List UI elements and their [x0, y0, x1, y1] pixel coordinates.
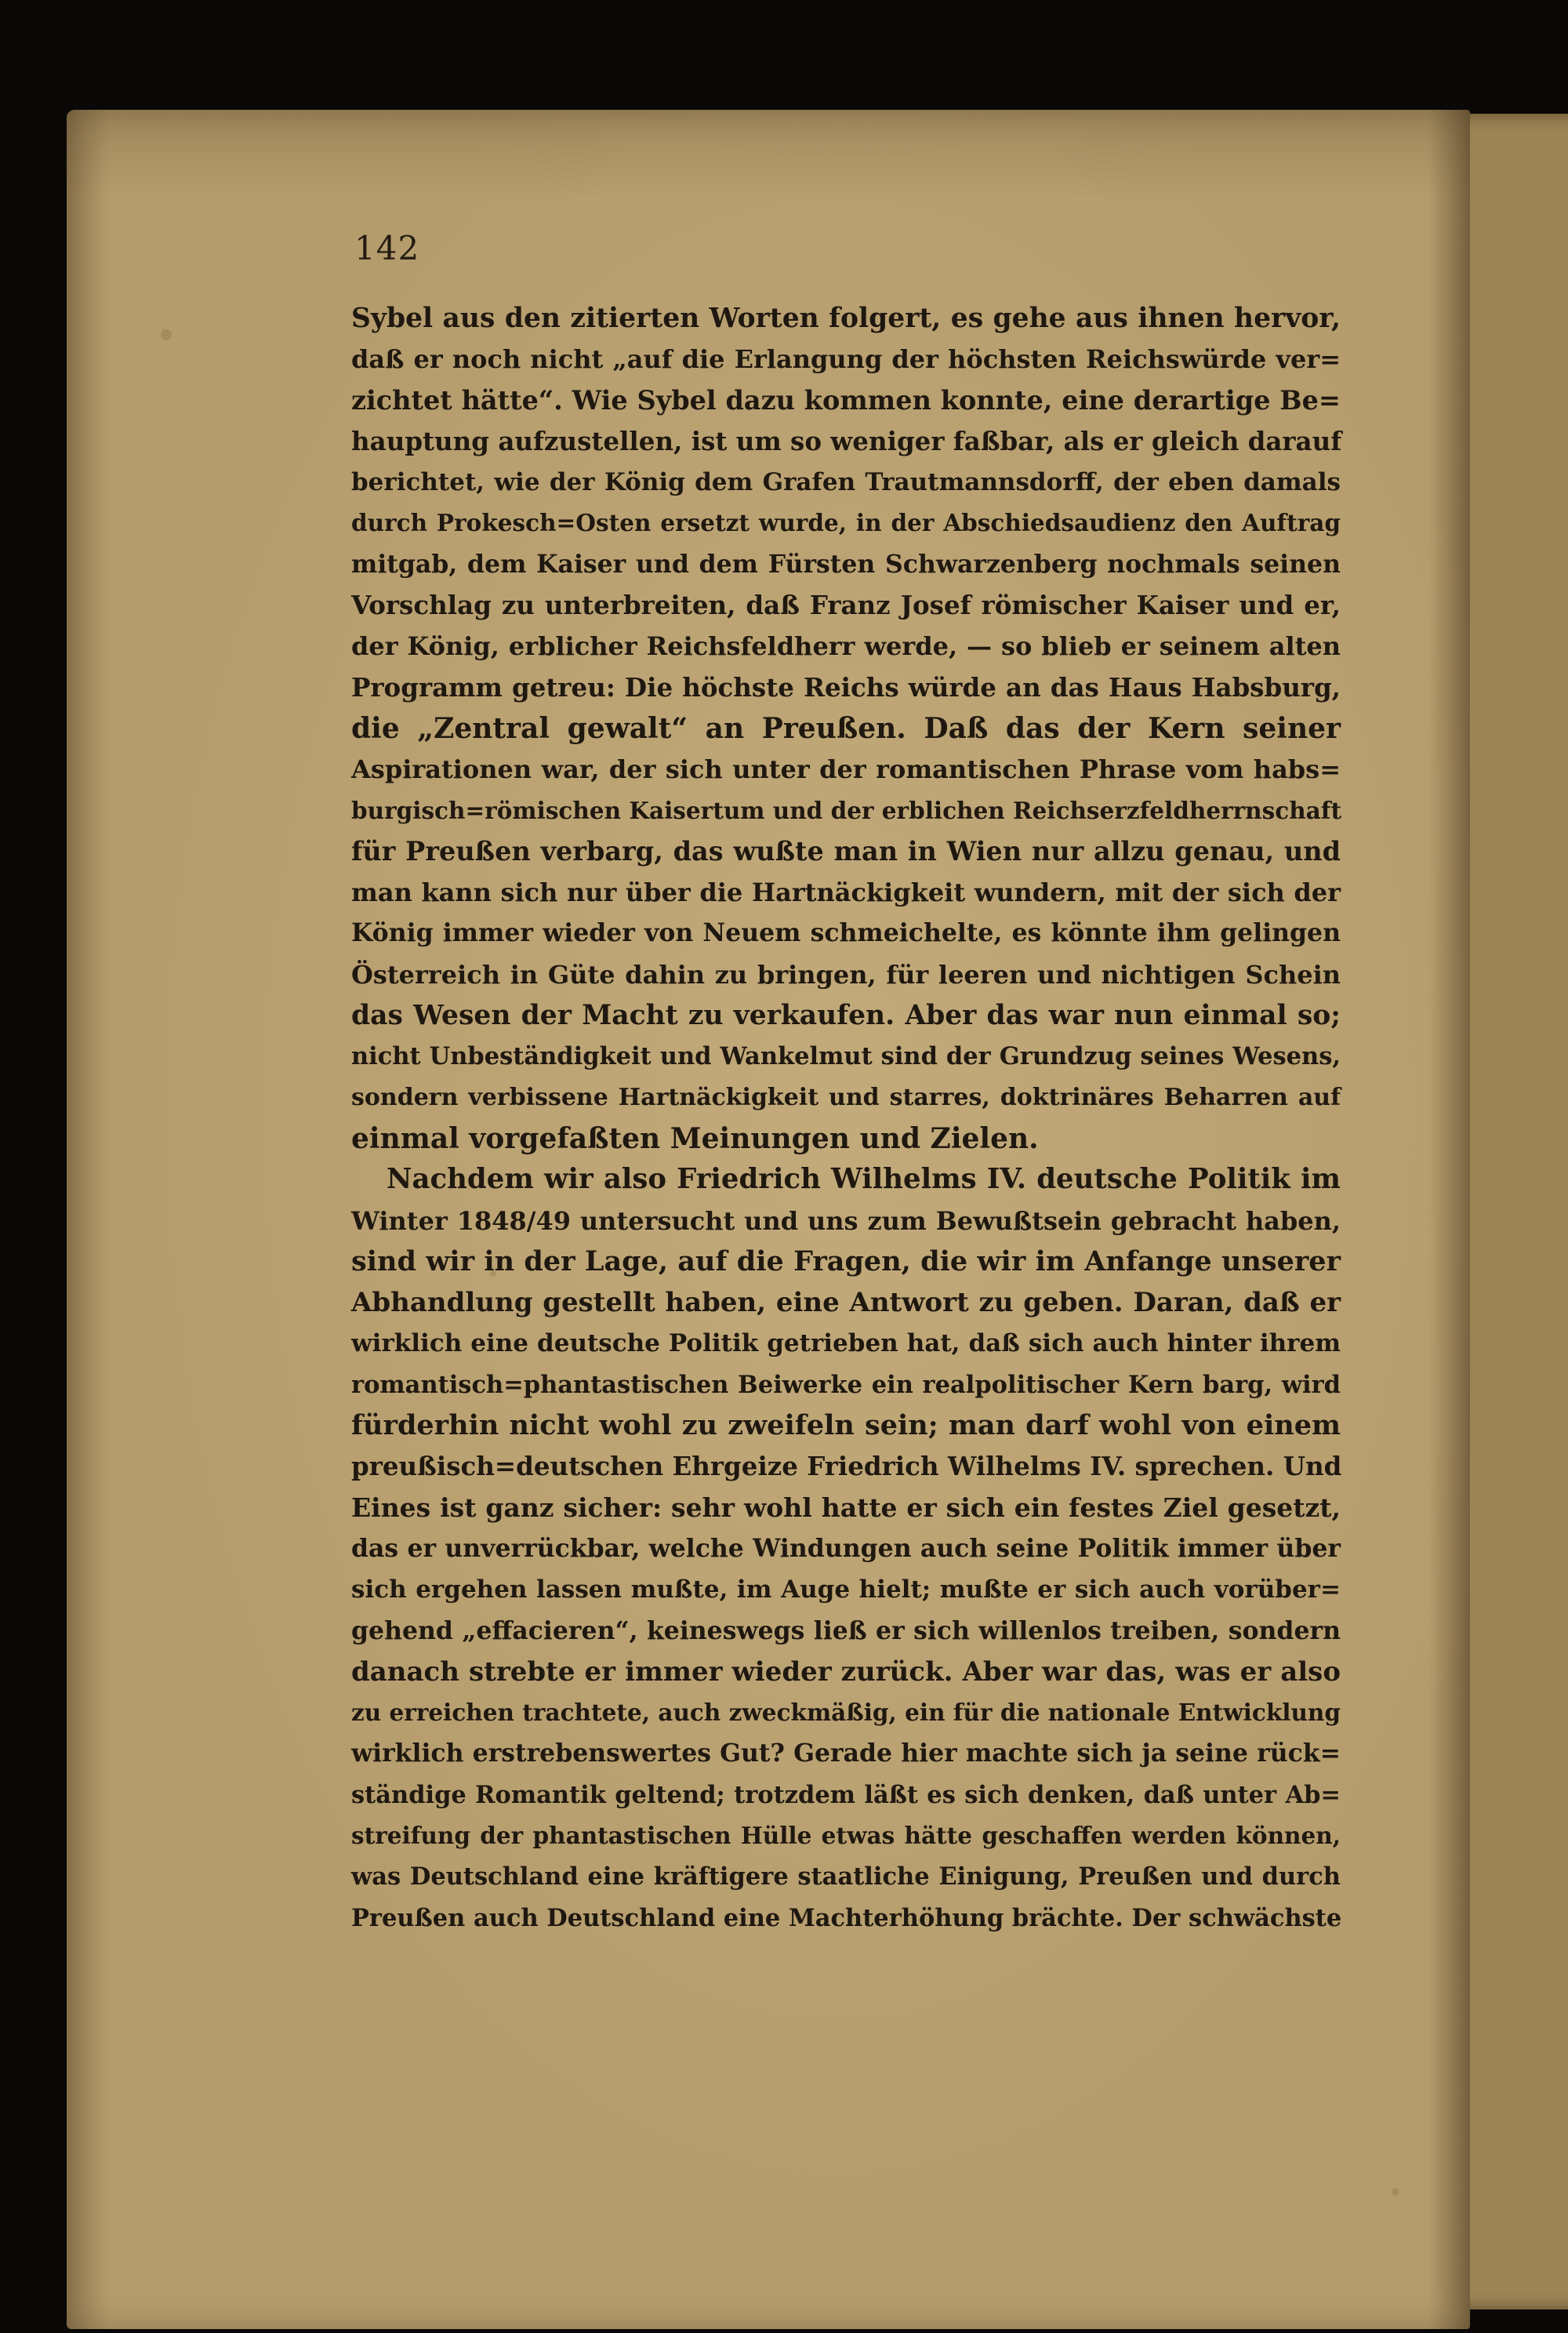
- text-line: Sybel aus den zitierten Worten folgert, es gehe aus ihnen hervor,: [351, 303, 1341, 334]
- text-line: sondern verbissene Hartnäckigkeit und starres, doktrinäres Beharren auf: [351, 1083, 1341, 1111]
- text-line: ständige Romantik geltend; trotzdem läßt es sich denken, daß unter Ab=: [351, 1780, 1341, 1809]
- body-text: [351, 298, 1341, 1939]
- text-line: hauptung aufzustellen, ist um so weniger faßbar, als er gleich darauf: [351, 425, 1342, 456]
- text-line: Vorschlag zu unterbreiten, daß Franz Josef römischer Kaiser und er,: [351, 590, 1341, 621]
- text-line: was Deutschland eine kräftigere staatliche Einigung, Preußen und durch: [351, 1862, 1341, 1891]
- paper-blemish: [161, 329, 172, 340]
- text-line: man kann sich nur über die Hartnäckigkeit wundern, mit der sich der: [351, 878, 1341, 908]
- text-line: romantisch=phantastischen Beiwerke ein realpolitischer Kern barg, wird: [351, 1370, 1341, 1399]
- text-line: nicht Unbeständigkeit und Wankelmut sind der Grundzug seines Wesens,: [351, 1042, 1341, 1071]
- text-line: berichtet, wie der König dem Grafen Trautmannsdorff, der eben damals: [351, 468, 1341, 497]
- text-line: für Preußen verbarg, das wußte man in Wien nur allzu genau, und: [351, 835, 1341, 867]
- text-line: sind wir in der Lage, auf die Fragen, die wir im Anfange unserer: [351, 1245, 1341, 1277]
- text-line: zu erreichen trachtete, auch zweckmäßig, ein für die nationale Entwicklung: [351, 1699, 1341, 1727]
- text-line: fürderhin nicht wohl zu zweifeln sein; man darf wohl von einem: [351, 1409, 1341, 1442]
- text-line: einmal vorgefaßten Meinungen und Zielen.: [351, 1121, 1039, 1155]
- text-line: Eines ist ganz sicher: sehr wohl hatte er sich ein festes Ziel gesetzt,: [351, 1492, 1341, 1523]
- text-line: danach strebte er immer wieder zurück. Aber war das, was er also: [351, 1655, 1341, 1688]
- text-line: gehend „effacieren“, keineswegs ließ er sich willenlos treiben, sondern: [351, 1615, 1341, 1645]
- text-line: Österreich in Güte dahin zu bringen, für leeren und nichtigen Schein: [351, 959, 1341, 990]
- text-line: König immer wieder von Neuem schmeichelte, es könnte ihm gelingen: [351, 918, 1341, 948]
- text-line: das Wesen der Macht zu verkaufen. Aber das war nun einmal so;: [351, 1000, 1341, 1032]
- text-line: Winter 1848/49 untersucht und uns zum Bewußtsein gebracht haben,: [351, 1205, 1341, 1236]
- text-line: die „Zentral gewalt“ an Preußen. Daß das der Kern seiner: [351, 711, 1341, 745]
- text-line: wirklich eine deutsche Politik getrieben hat, daß sich auch hinter ihrem: [351, 1329, 1341, 1358]
- text-line: wirklich erstrebenswertes Gut? Gerade hier machte sich ja seine rück=: [351, 1739, 1341, 1768]
- text-line: preußisch=deutschen Ehrgeize Friedrich Wilhelms IV. sprechen. Und: [351, 1451, 1342, 1482]
- text-line: Programm getreu: Die höchste Reichs würde an das Haus Habsburg,: [351, 671, 1341, 703]
- text-line: Abhandlung gestellt haben, eine Antwort zu geben. Daran, daß er: [351, 1287, 1341, 1319]
- paper-blemish: [1392, 2188, 1399, 2196]
- text-line: mitgab, dem Kaiser und dem Fürsten Schwarzenberg nochmals seinen: [351, 549, 1341, 579]
- text-line: burgisch=römischen Kaisertum und der erblichen Reichserzfeldherrnschaft: [351, 796, 1342, 824]
- text-line: Preußen auch Deutschland eine Machterhöhung brächte. Der schwächste: [351, 1903, 1342, 1932]
- paragraph-start: Nachdem wir also Friedrich Wilhelms IV. deutsche Politik im: [387, 1163, 1341, 1196]
- text-line: durch Prokesch=Osten ersetzt wurde, in der Abschiedsaudienz den Auftrag: [351, 509, 1341, 537]
- text-line: sich ergehen lassen mußte, im Auge hielt; mußte er sich auch vorüber=: [351, 1575, 1341, 1604]
- text-line: Aspirationen war, der sich unter der romantischen Phrase vom habs=: [351, 754, 1341, 785]
- text-line: zichtet hätte“. Wie Sybel dazu kommen konnte, eine derartige Be=: [351, 384, 1341, 416]
- text-line: der König, erblicher Reichsfeldherr werde, — so blieb er seinem alten: [351, 631, 1341, 662]
- text-line: das er unverrückbar, welche Windungen auch seine Politik immer über: [351, 1533, 1341, 1563]
- text-line: daß er noch nicht „auf die Erlangung der höchsten Reichswürde ver=: [351, 344, 1341, 375]
- text-line: streifung der phantastischen Hülle etwas hätte geschaffen werden können,: [351, 1821, 1341, 1849]
- page-number: 142: [354, 229, 420, 267]
